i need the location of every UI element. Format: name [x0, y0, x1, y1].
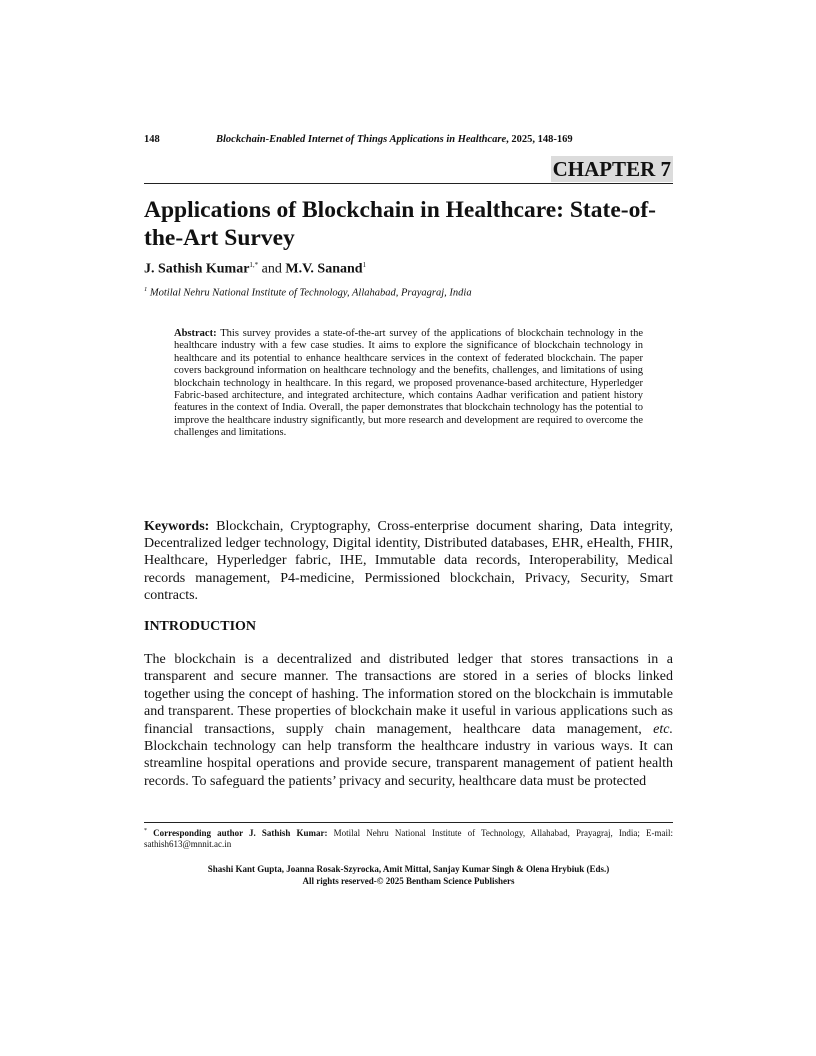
footnote-rule [144, 822, 673, 823]
paper-page [144, 0, 673, 1056]
author-marker: 1 [362, 261, 367, 269]
section-heading: INTRODUCTION [144, 619, 257, 634]
footnote-marker: * [144, 828, 147, 834]
keywords-label: Keywords: [144, 519, 210, 534]
intro-etc: etc. [653, 721, 673, 737]
author-connector: and [258, 261, 286, 277]
editors-line: Shashi Kant Gupta, Joanna Rosak-Szyrocka, Amit Mittal, Sanjay Kumar Singh & Olena Hrybiuk (Eds.) [207, 864, 610, 874]
author-name: M.V. Sanand [285, 261, 363, 277]
abstract-label: Abstract: [174, 328, 217, 339]
author-marker: 1,* [249, 261, 259, 269]
journal-title: Blockchain-Enabled Internet of Things Applications in Healthcare [216, 134, 507, 145]
intro-text: The blockchain is a decentralized and distributed ledger that stores transactions in a transparent and secure manner. The transactions are stored in a series of blocks linked together using the concept of hashing. The information stored on the blockchain is immutable and transparent. These properties of blockchain make it useful in various applications such as financial transactions, supply chain management, healthcare data management, [144, 652, 673, 737]
affiliation [144, 286, 472, 299]
chapter-label: CHAPTER 7 [552, 157, 671, 181]
journal-citation: , 2025, 148-169 [506, 134, 573, 145]
footnote-label: Corresponding author J. Sathish Kumar: [147, 828, 328, 838]
running-header [144, 134, 673, 145]
intro-text-continued: Blockchain technology can help transform the healthcare industry in various ways. It can streamline hospital operations and provide secure, transparent management of patient health records. To safeguard the patients’ privacy and security, healthcare data must be protected [144, 739, 673, 789]
footnote-text: Motilal Nehru National Institute of Technology, Allahabad, Prayagraj, India; E-mail: sathish613@mnnit.ac.in [144, 828, 673, 850]
publisher-block [144, 864, 673, 887]
keywords-text: Blockchain, Cryptography, Cross-enterprise document sharing, Data integrity, Decentralized ledger technology, Digital identity, Distributed databases, EHR, eHealth, FHIR, Healthcare, Hyperledger fabric, IHE, Immutable data records, Interoperability, Medical records management, P4-medicine, Permissioned blockchain, Privacy, Security, Smart contracts. [144, 519, 673, 603]
page-number: 148 [144, 134, 160, 145]
keywords [144, 518, 673, 604]
chapter-banner [144, 156, 673, 184]
paper-title: Applications of Blockchain in Healthcare: State-of-the-Art Survey [144, 197, 656, 251]
author-name: J. Sathish Kumar [144, 261, 250, 277]
intro-paragraph [144, 651, 673, 790]
affiliation-text: Motilal Nehru National Institute of Technology, Allahabad, Prayagraj, India [147, 287, 472, 299]
copyright-line: All rights reserved-© 2025 Bentham Science Publishers [302, 875, 515, 886]
abstract-text: This survey provides a state-of-the-art survey of the applications of blockchain technology in the healthcare industry with a few case studies. It aims to explore the significance of blockchain technology in healthcare and its potential to enhance healthcare services in the context of federated blockchain. The paper covers background information on healthcare technology and the benefits, challenges, and limitations of using blockchain technology in healthcare. In this regard, we proposed provenance-based architecture, Hyperledger Fabric-based architecture, and integrated architecture, which contains Aadhar verification and patient history features in the context of India. Overall, the paper demonstrates that blockchain technology has the potential to improve the healthcare industry significantly, but more research and development are required to overcome the challenges and limitations. [174, 328, 643, 439]
abstract [174, 328, 643, 440]
affiliation-marker: 1 [144, 286, 148, 293]
author-line [144, 261, 366, 278]
footnote [144, 826, 673, 851]
